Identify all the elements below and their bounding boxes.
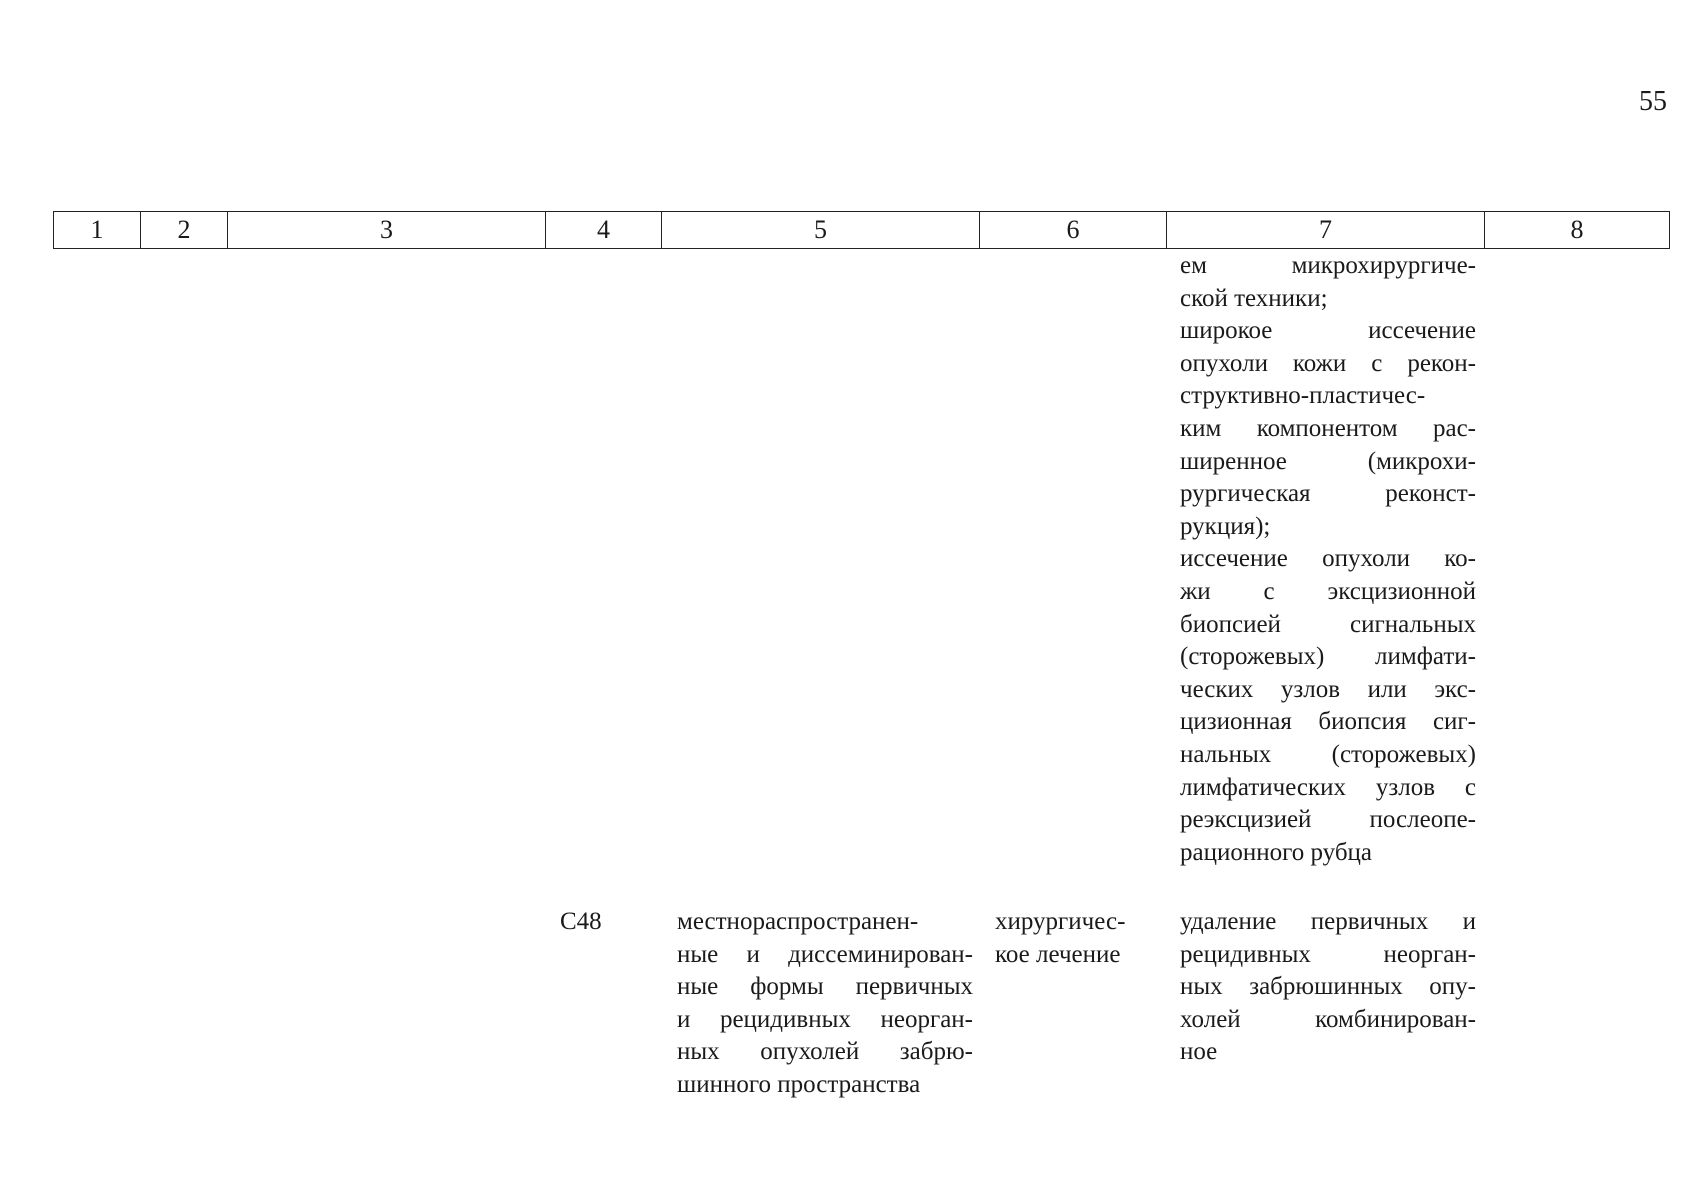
text-line: кое лечение [995, 940, 1121, 968]
text-line: рецидивных неорган- [1180, 940, 1476, 968]
text-line: ширенное (микрохи- [1180, 447, 1476, 475]
text-line: ской техники; [1180, 284, 1328, 312]
text-line: ных опухолей забрю- [677, 1038, 973, 1066]
column-header-5: 5 [662, 212, 980, 249]
text-line: холей комбинирован- [1180, 1005, 1476, 1033]
text-line: удаление первичных и [1180, 908, 1476, 935]
column-header-1: 1 [54, 212, 141, 249]
text-line: ные и диссеминирован- [677, 940, 973, 968]
text-line: биопсией сигнальных [1180, 610, 1476, 638]
text-line: ческих узлов или экс- [1180, 675, 1476, 703]
text-line: и рецидивных неорган- [677, 1005, 973, 1033]
text-line: лимфатических узлов с [1180, 773, 1476, 801]
text-line: ким компонентом рас- [1180, 414, 1476, 442]
text-line: структивно-пластичес- [1180, 382, 1426, 410]
text-line: местнораспространен- [677, 908, 919, 935]
text-line: реэксцизией послеопе- [1180, 806, 1476, 834]
c48-treatment-type [995, 906, 1145, 971]
page-number: 55 [1639, 86, 1667, 117]
text-line: жи с эксцизионной [1180, 577, 1476, 605]
text-line: (сторожевых) лимфати- [1180, 643, 1476, 671]
text-line: рургическая реконст- [1180, 480, 1476, 508]
text-line: широкое иссечение [1180, 317, 1476, 345]
c48-diagnosis-code: С48 [560, 908, 602, 935]
text-line: рационного рубца [1180, 838, 1373, 866]
text-line: цизионная биопсия сиг- [1180, 708, 1476, 736]
continuation-method-text [1180, 250, 1476, 869]
text-line: ных забрюшинных опу- [1180, 973, 1476, 1001]
column-header-2: 2 [141, 212, 228, 249]
text-line: опухоли кожи с рекон- [1180, 349, 1476, 377]
column-header-4: 4 [546, 212, 662, 249]
c48-treatment-method [1180, 906, 1476, 1069]
c48-patient-model [677, 906, 973, 1102]
text-line: рукция); [1180, 512, 1271, 540]
column-number-header-table [53, 211, 1670, 249]
text-line: иссечение опухоли ко- [1180, 545, 1476, 573]
text-line: шинного пространства [677, 1070, 921, 1098]
text-line: ные формы первичных [677, 973, 973, 1001]
column-header-7: 7 [1167, 212, 1485, 249]
text-line: хирургичес- [995, 908, 1126, 935]
column-header-8: 8 [1485, 212, 1670, 249]
text-line: нальных (сторожевых) [1180, 740, 1476, 768]
text-line: ное [1180, 1038, 1218, 1066]
column-header-3: 3 [228, 212, 546, 249]
header-row [54, 212, 1670, 249]
text-line: ем микрохирургиче- [1180, 252, 1476, 279]
column-header-6: 6 [980, 212, 1167, 249]
